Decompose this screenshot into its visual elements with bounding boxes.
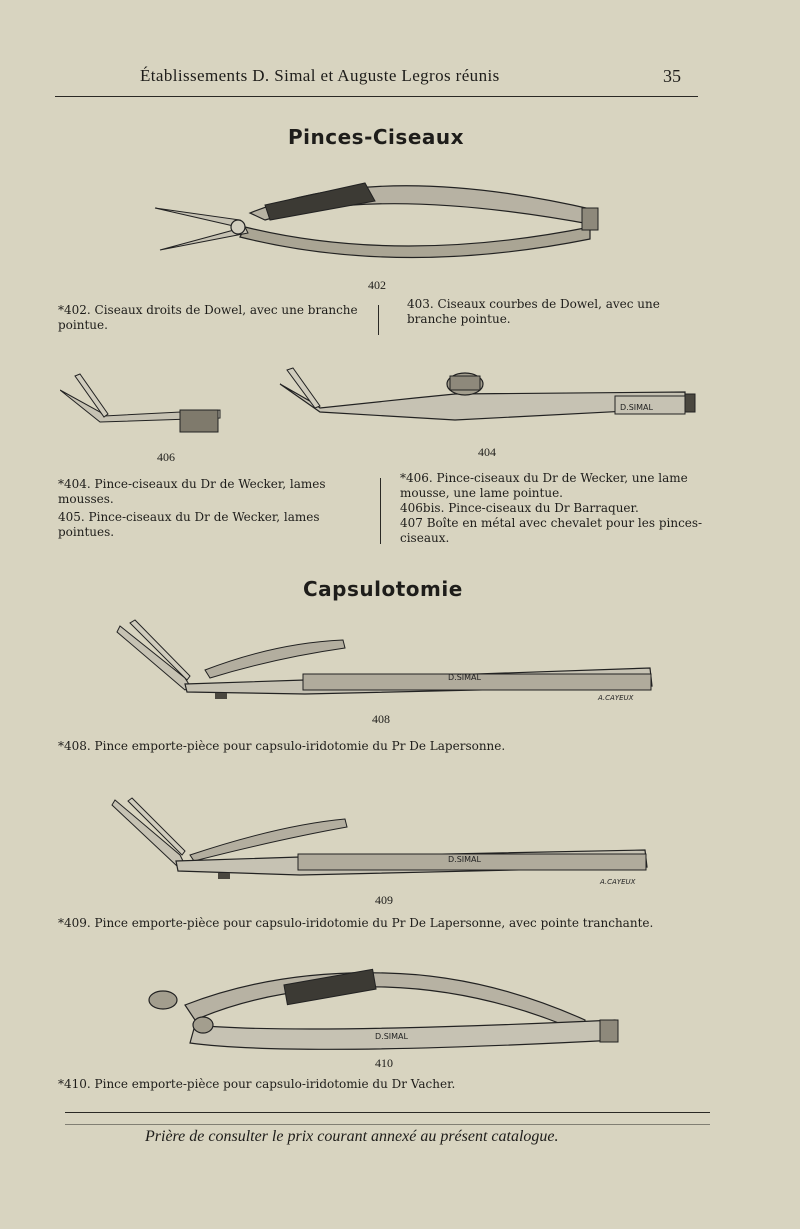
section-title-capsulotomie: Capsulotomie — [303, 577, 463, 601]
figure-number-409: 409 — [375, 893, 393, 907]
simal-stamp-408: D.SIMAL — [448, 673, 481, 682]
column-divider-2 — [380, 478, 381, 544]
illustration-406-pince-ciseaux — [60, 370, 225, 440]
figure-number-404: 404 — [478, 445, 496, 459]
signature-409: A.CAYEUX — [600, 878, 636, 885]
footer-rule-thin — [65, 1124, 710, 1125]
caption-404-text: *404. Pince-ciseaux du Dr de Wecker, lames mousses. — [58, 477, 326, 506]
caption-403: 403. Ciseaux courbes de Dowel, avec une branche pointue. — [407, 297, 660, 326]
simal-stamp-409: D.SIMAL — [448, 855, 481, 864]
footer-rule — [65, 1112, 710, 1113]
caption-405-text: 405. Pince-ciseaux du Dr de Wecker, lames pointues. — [58, 510, 320, 539]
illustration-410-pince-emporte-piece — [145, 965, 625, 1060]
caption-410: *410. Pince emporte-pièce pour capsulo-iridotomie du Dr Vacher. — [58, 1077, 456, 1091]
section-title-pinces-ciseaux: Pinces-Ciseaux — [288, 125, 465, 149]
caption-406: *406. Pince-ciseaux du Dr de Wecker, une lame mousse, une lame pointue. — [400, 471, 688, 500]
simal-stamp-410: D.SIMAL — [375, 1032, 408, 1041]
page-number: 35 — [663, 66, 681, 86]
figure-number-402: 402 — [368, 278, 386, 292]
illustration-408-pince-emporte-piece — [115, 618, 660, 708]
caption-408: *408. Pince emporte-pièce pour capsulo-iridotomie du Pr De Lapersonne. — [58, 739, 506, 753]
header-rule — [55, 96, 698, 97]
running-head: Établissements D. Simal et Auguste Legros réunis — [140, 66, 500, 85]
caption-402: *402. Ciseaux droits de Dowel, avec une branche pointue. — [58, 303, 358, 332]
illustration-409-pince-emporte-piece — [110, 795, 655, 885]
column-divider — [378, 305, 379, 335]
illustration-402-scissors — [150, 165, 610, 275]
caption-409: *409. Pince emporte-pièce pour capsulo-iridotomie du Pr De Lapersonne, avec pointe tranchante. — [58, 916, 654, 930]
signature-408: A.CAYEUX — [598, 694, 634, 702]
figure-number-408: 408 — [372, 712, 390, 726]
caption-407: 407 Boîte en métal avec chevalet pour les pinces-ciseaux. — [400, 516, 703, 545]
figure-number-410: 410 — [375, 1056, 393, 1070]
caption-405 — [58, 510, 363, 540]
caption-404 — [58, 477, 363, 507]
simal-stamp-404: D.SIMAL — [620, 403, 653, 412]
illustration-404-pince-ciseaux — [275, 362, 700, 432]
caption-406bis: 406bis. Pince-ciseaux du Dr Barraquer. — [400, 501, 639, 515]
figure-number-406: 406 — [157, 450, 175, 464]
footer-note: Prière de consulter le prix courant annexé au présent catalogue. — [145, 1128, 559, 1145]
